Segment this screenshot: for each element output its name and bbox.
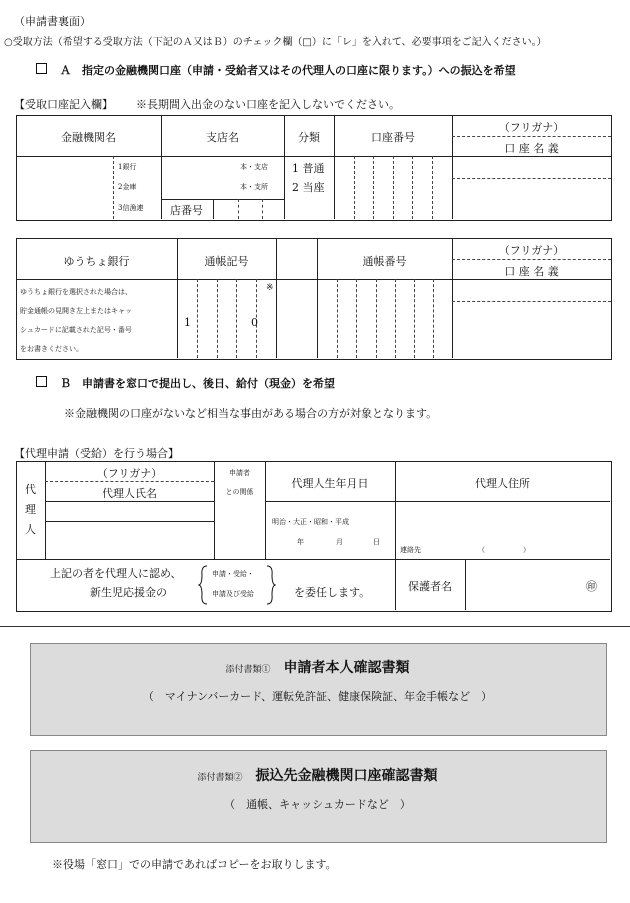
option-b-label: Ｂ [60,377,71,390]
col-bank-name: 金融機関名 [61,131,116,144]
delegate-line-2: 新生児応援金の [90,586,167,599]
branch-kind-2: 本・支所 [240,183,268,191]
delegate-line-1: 上記の者を代理人に認め、 [50,567,182,580]
form-side-title: （申請書裏面） [14,15,91,28]
yucho-col-holder-kana: （フリガナ） [498,244,565,257]
attachment-2-examples: （ 通帳、キャッシュカードなど ） [224,798,411,811]
contact-paren-open: （ [478,546,485,554]
proxy-side-2: 理 [25,503,36,516]
footer-note: ※役場「窓口」での申請であればコピーをお取りします。 [52,858,337,871]
option-a-checkbox[interactable] [36,63,47,74]
account-entry-heading: 【受取口座記入欄】 [14,98,113,111]
contact-label: 連絡先 [400,546,421,554]
proxy-birthdate-header: 代理人生年月日 [291,477,369,490]
proxy-side-3: 人 [25,523,36,536]
proxy-heading: 【代理申請（受給）を行う場合】 [14,447,179,460]
attachment-1-label: 添付書類① [225,665,271,675]
option-b-checkbox[interactable] [36,376,47,387]
yucho-note-line-1: ゆうちょ銀行を選択された場合は、 [20,288,132,296]
account-entry-note: ※長期間入出金のない口座を記入しないでください。 [136,98,400,111]
attachment-1-title: 申請者本人確認書類 [283,660,410,676]
attachment-1-examples: （ マイナンバーカード、運転免許証、健康保険証、年金手帳など ） [142,690,493,703]
yucho-note-line-4: をお書きください。 [20,345,83,353]
relation-header-1: 申請者 [229,469,250,477]
guardian-name-label: 保護者名 [408,580,452,593]
delegate-option-1: 申請・受給・ [212,570,254,578]
option-a-text: 指定の金融機関口座（申請・受給者又はその代理人の口座に限ります。）への振込を希望 [82,64,516,77]
col-passbook-symbol: 通帳記号 [204,255,249,268]
left-brace-icon [198,565,208,605]
col-holder-kana: （フリガナ） [498,121,565,134]
option-b-text: 申請書を窓口で提出し、後日、給付（現金）を希望 [82,377,335,390]
delegate-tail: を委任します。 [294,586,371,599]
branch-kind-1: 本・支店 [240,163,268,171]
delegate-option-2: 申請及び受給 [212,590,254,598]
contact-paren-close: ） [523,546,530,554]
type-current: 2 当座 [292,181,325,194]
relation-header-2: との関係 [225,488,254,496]
col-yucho-bank: ゆうちょ銀行 [63,255,130,268]
proxy-kana-header: （フリガナ） [96,467,163,480]
attachment-2-title: 振込先金融機関口座確認書類 [255,768,438,784]
yucho-note-line-3: シュカードに記載された記号・番号 [20,326,132,334]
option-b-note: ※金融機関の口座がないなど相当な事由がある場合の方が対象となります。 [64,407,438,420]
branch-number-label: 店番号 [170,204,203,217]
birth-month-unit: 月 [336,538,343,546]
col-account-number: 口座番号 [371,131,415,144]
yucho-note-line-2: 貯金通帳の見開き左上またはキャッ [20,307,132,315]
col-passbook-number: 通帳番号 [362,255,407,268]
bank-kind-2: 2金庫 [118,183,137,191]
symbol-first-digit: 1 [184,316,191,329]
instruction-text: ○受取方法（希望する受取方法（下記のＡ又はＢ）のチェック欄（□）に「レ」を入れて、必要事項をご記入ください。） [4,37,547,48]
bank-kind-1: 1銀行 [118,163,137,171]
col-holder-name: 口 座 名 義 [504,142,559,155]
yucho-col-holder-name: 口 座 名 義 [504,265,559,278]
option-a-label: Ａ [60,64,71,77]
right-brace-icon [266,565,276,605]
seal-mark: ㊞ [586,580,597,593]
birth-day-unit: 日 [373,538,380,546]
proxy-side-1: 代 [25,483,36,496]
attachment-2-label: 添付書類② [197,773,243,783]
proxy-name-header: 代理人氏名 [102,487,157,500]
bank-kind-3: 3信漁連 [118,204,144,212]
era-options: 明治・大正・昭和・平成 [272,518,349,526]
proxy-address-header: 代理人住所 [475,477,530,490]
section-divider [0,626,630,627]
symbol-last-digit: 0 [251,316,258,329]
type-ordinary: 1 普通 [292,162,325,175]
symbol-mark: ※ [266,283,274,293]
col-branch-name: 支店名 [206,131,239,144]
col-account-type: 分類 [298,131,320,144]
birth-year-unit: 年 [297,538,304,546]
